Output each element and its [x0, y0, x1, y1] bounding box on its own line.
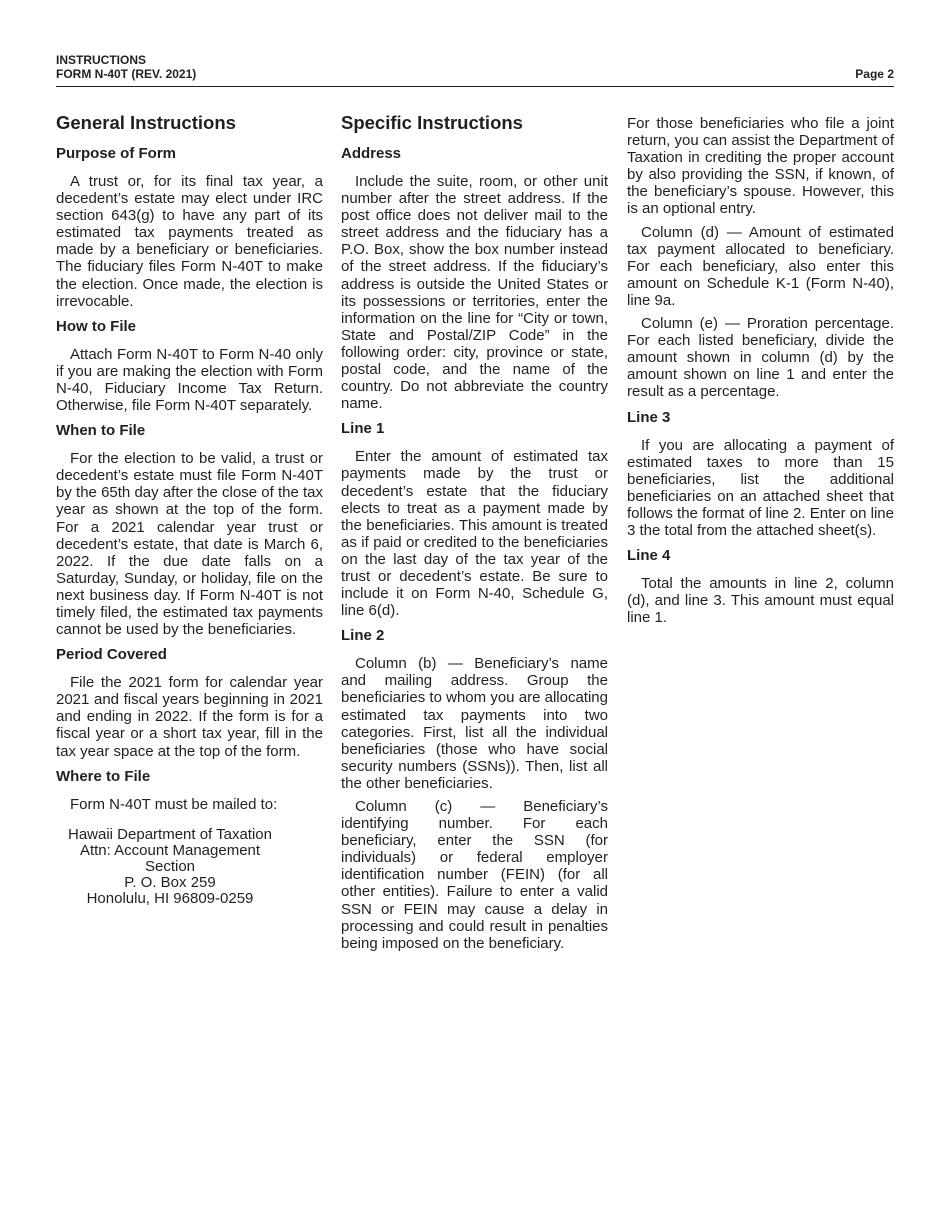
form-header	[56, 53, 196, 81]
line-3-text: If you are allocating a payment of estimated taxes to more than 15 beneficiaries, list the additional beneficiaries on an attached sheet that follows the format of line 2. Enter on line 3 the total from the attached sheet(s).	[627, 436, 894, 539]
line-4-text: Total the amounts in line 2, column (d), and line 3. This amount must equal line 1.	[627, 575, 894, 627]
page-number: Page 2	[855, 67, 894, 81]
general-instructions-title: General Instructions	[56, 112, 236, 133]
period-covered-text: File the 2021 form for calendar year 2021 and fiscal years beginning in 2021 and ending in 2022. If the form is for a fiscal year or a short tax year, fill in the tax year space at the top of the form.	[56, 674, 323, 760]
specific-instructions-title: Specific Instructions	[341, 112, 523, 133]
column-specific-instructions	[341, 112, 608, 958]
how-to-file-heading: How to File	[56, 317, 136, 335]
address-line-4: P. O. Box 259	[124, 873, 216, 891]
line-2-column-b-text: Column (b) — Beneficiary’s name and mailing address. Group the beneficiaries to whom you are allocating estimated tax payments into two categories. First, list all the individual beneficiaries (those who have social security numbers (SSNs)). Then, list all the other beneficiaries.	[341, 655, 608, 792]
column-e-text: Column (e) — Proration percentage. For each listed beneficiary, divide the amount shown in column (d) by the amount shown on line 1 and enter the result as a percentage.	[627, 315, 894, 401]
address-line-2: Attn: Account Management	[79, 841, 261, 859]
address-heading: Address	[341, 145, 402, 162]
line-1-heading: Line 1	[341, 420, 385, 438]
address-text: Include the suite, room, or other unit number after the street address. If the post office does not deliver mail to the street address and the fiduciary has a P.O. Box, show the box number instead of the street address. If the fiduciary’s address is outside the United States or its possessions or territories, enter the information on the line for “City or town, State and Postal/ZIP Code” in the following order: city, province or state, postal code, and the name of the country. Do not abbreviate the country name.	[341, 173, 608, 413]
purpose-text: A trust or, for its final tax year, a decedent’s estate may elect under IRC section 643(g) to have any part of its estimated tax payments treated as made by a beneficiary or beneficiaries. The fiduciary files Form N-40T to make the election. Once made, the election is irrevocable.	[56, 173, 323, 310]
line-2-column-c-text: Column (c) — Beneficiary’s identifying number. For each beneficiary, enter the SSN (for individuals) or federal employer identification number (FEIN) (for all other entities). Failure to enter a valid SSN or FEIN may cause a delay in processing and could result in penalties being imposed on the beneficiary.	[341, 798, 608, 952]
header-rule	[56, 86, 894, 87]
when-to-file-text: For the election to be valid, a trust or decedent’s estate must file Form N-40T by the 65th day after the close of the tax year as shown at the top of the form. For a 2021 calendar year trust or decedent’s estate, that date is March 6, 2022. If the due date falls on a Saturday, Sunday, or holiday, file on the next business day. If Form N-40T is not timely filed, the estimated tax payments cannot be used by the beneficiaries.	[56, 450, 323, 639]
where-to-file-heading: Where to File	[56, 767, 151, 785]
when-to-file-heading: When to File	[56, 422, 146, 440]
line-3-heading: Line 3	[627, 408, 671, 426]
header-instructions: INSTRUCTIONS	[56, 53, 146, 67]
line-1-text: Enter the amount of estimated tax payments made by the trust or decedent’s estate that the fiduciary elects to treat as a payment made by the beneficiaries. This amount is treated as if paid or credited to the beneficiaries on the last day of the tax year of the trust or decedent’s estate. Be sure to include it on Form N-40, Schedule G, line 6(d).	[341, 448, 608, 620]
period-covered-heading: Period Covered	[56, 646, 167, 664]
address-line-1: Hawaii Department of Taxation	[68, 825, 272, 843]
how-to-file-text: Attach Form N-40T to Form N-40 only if you are making the election with Form N-40, Fiduciary Income Tax Return. Otherwise, file Form N-40T separately.	[56, 345, 323, 415]
column-continued-instructions	[627, 115, 894, 632]
mailing-address	[56, 827, 284, 907]
purpose-heading: Purpose of Form	[56, 145, 177, 162]
address-line-3: Section	[144, 857, 196, 875]
column-general-instructions	[56, 112, 323, 907]
header-form-id: FORM N-40T (REV. 2021)	[56, 67, 197, 81]
address-line-5: Honolulu, HI 96809-0259	[86, 889, 254, 907]
line-2-heading: Line 2	[341, 627, 385, 645]
joint-return-text: For those beneficiaries who file a joint return, you can assist the Department of Taxation in crediting the proper account by also providing the SSN, if known, of the beneficiary’s spouse. However, this is an optional entry.	[627, 115, 894, 218]
where-to-file-text: Form N-40T must be mailed to:	[70, 795, 278, 813]
line-4-heading: Line 4	[627, 547, 671, 565]
column-d-text: Column (d) — Amount of estimated tax payment allocated to beneficiary. For each beneficiary, also enter this amount on Schedule K-1 (Form N-40), line 9a.	[627, 223, 894, 309]
